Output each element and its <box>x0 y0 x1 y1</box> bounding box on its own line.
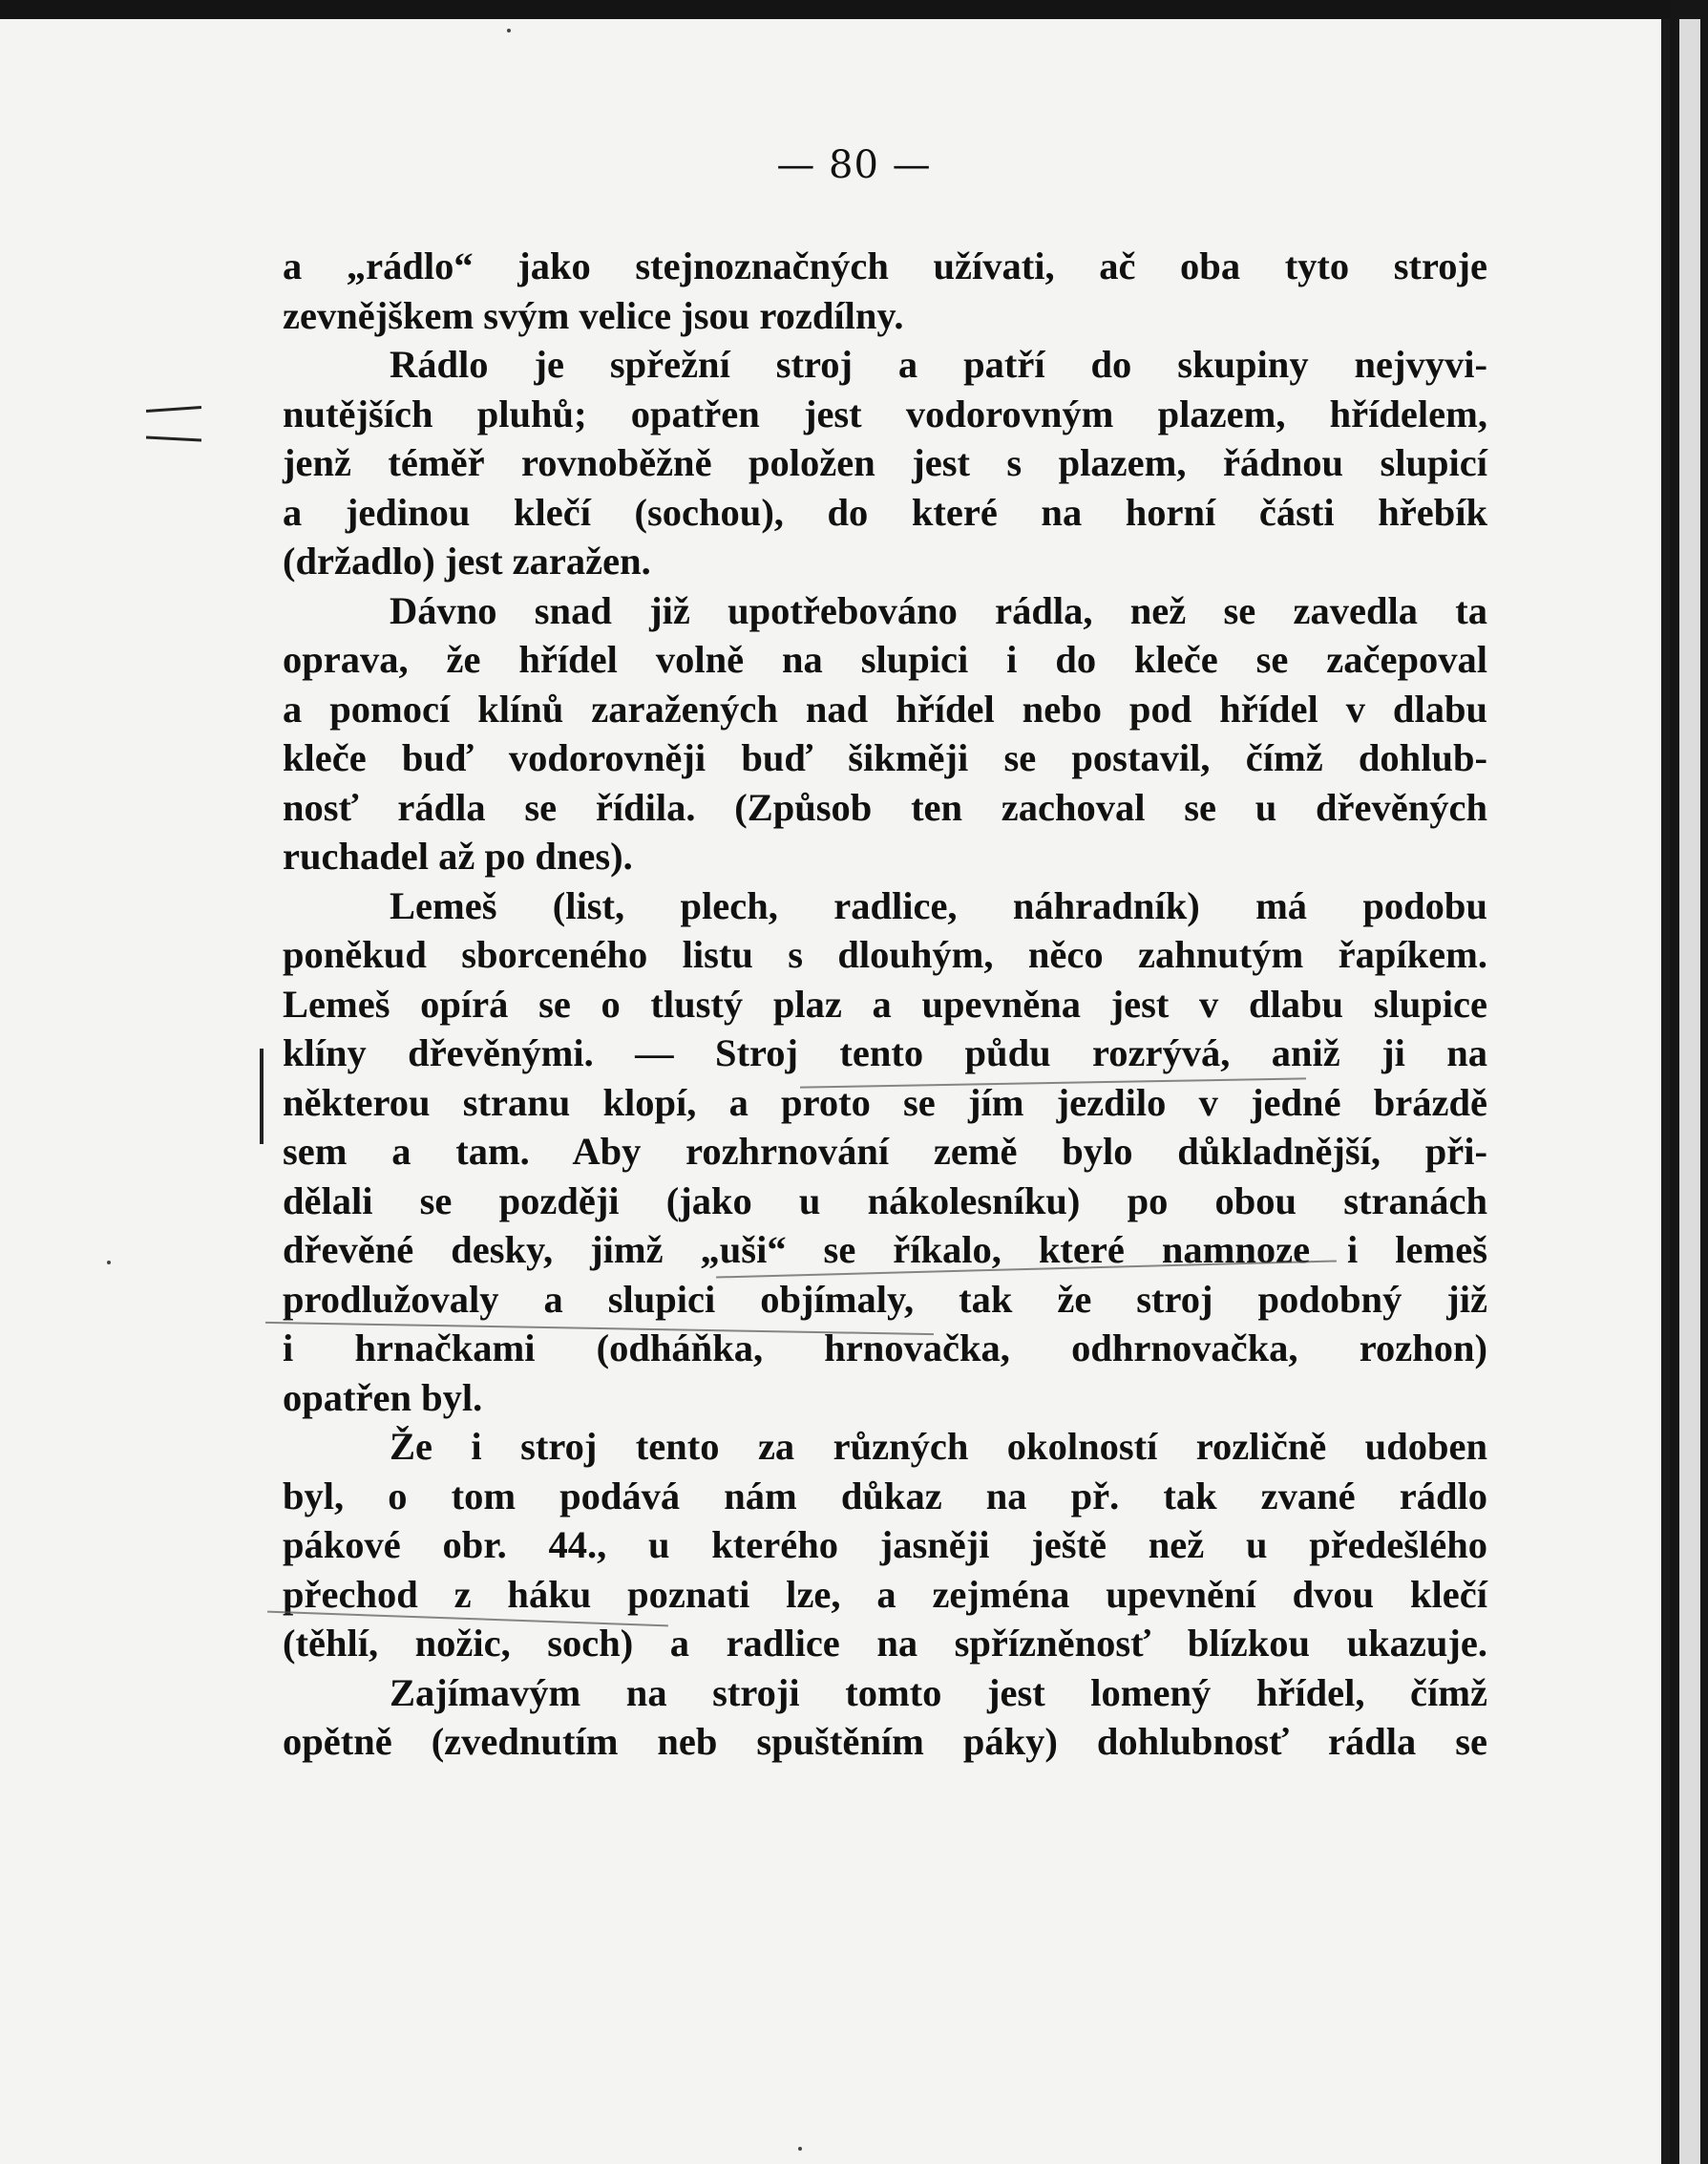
text-line: byl, o tom podává nám důkaz na př. tak zvané rádlo <box>283 1474 1487 1517</box>
page-number: — 80 — <box>776 143 932 187</box>
text-line: Že i stroj tento za různých okolností rozličně udoben <box>390 1425 1487 1468</box>
text-line: sem a tam. Aby rozhrnování země bylo důkladnější, při- <box>283 1130 1487 1173</box>
text-line: nutějších pluhů; opatřen jest vodorovným plazem, hřídelem, <box>283 392 1487 435</box>
text-line: dřevěné desky, jimž „uši“ se říkalo, které namnoze i lemeš <box>283 1228 1487 1271</box>
text-line: Rádlo je spřežní stroj a patří do skupiny nejvyvi- <box>390 343 1487 386</box>
text-line: jenž téměř rovnoběžně položen jest s plazem, řádnou slupicí <box>283 441 1487 484</box>
text-line: některou stranu klopí, a proto se jím jezdilo v jedné brázdě <box>283 1080 1487 1124</box>
text-line: i hrnačkami (odháňka, hrnovačka, odhrnovačka, rozhon) <box>283 1326 1487 1369</box>
text-line: dělali se později (jako u nákolesníku) po obou stranách <box>283 1178 1487 1222</box>
text-line: Dávno snad již upotřebováno rádla, než se zavedla ta <box>390 588 1487 632</box>
speck-2 <box>798 2147 802 2151</box>
text-line: Zajímavým na stroji tomto jest lomený hřídel, čímž <box>390 1670 1487 1714</box>
text-line: a „rádlo“ jako stejnoznačných užívati, ač oba tyto stroje <box>283 244 1487 287</box>
text-line: zevnějškem svým velice jsou rozdílny. <box>283 293 904 337</box>
text-line: prodlužovaly a slupici objímaly, tak že stroj podobný již <box>283 1277 1487 1321</box>
text-line: oprava, že hřídel volně na slupici i do kleče se začepoval <box>283 638 1487 681</box>
text-line: a pomocí klínů zaražených nad hřídel nebo pod hřídel v dlabu <box>283 687 1487 731</box>
text-line: a jedinou klečí (sochou), do které na horní části hřebík <box>283 490 1487 534</box>
speck-1 <box>507 29 511 32</box>
scan-frame-top <box>0 0 1708 19</box>
text-line: (těhlí, nožic, soch) a radlice na spřízněnosť blízkou ukazuje. <box>283 1622 1487 1665</box>
body-text <box>283 242 1487 1767</box>
text-line: opětně (zvednutím neb spuštěním páky) dohlubnosť rádla se <box>283 1720 1487 1763</box>
text-line: klíny dřevěnými. — Stroj tento půdu rozrývá, aniž ji na <box>283 1031 1487 1074</box>
text-line: poněkud sborceného listu s dlouhým, něco zahnutým řapíkem. <box>283 933 1487 976</box>
margin-mark-3 <box>260 1049 264 1144</box>
adjacent-page-edge <box>1679 19 1700 2164</box>
text-line: (držadlo) jest zaražen. <box>283 540 651 583</box>
text-line: kleče buď vodorovněji buď šikměji se postavil, čímž dohlub- <box>283 736 1487 779</box>
text-line: nosť rádla se řídila. (Způsob ten zachoval se u dřevěných <box>283 785 1487 829</box>
text-line: Lemeš opírá se o tlustý plaz a upevněna jest v dlabu slupice <box>283 982 1487 1026</box>
text-line: ruchadel až po dnes). <box>283 835 633 878</box>
text-line: opatřen byl. <box>283 1375 483 1419</box>
speck-3 <box>107 1261 111 1264</box>
text-line: přechod z háku poznati lze, a zejména upevnění dvou klečí <box>283 1572 1487 1616</box>
text-line: Lemeš (list, plech, radlice, náhradník) má podobu <box>390 883 1487 927</box>
text-line: pákové obr. 44., u kterého jasněji ještě než u předešlého <box>283 1523 1487 1566</box>
